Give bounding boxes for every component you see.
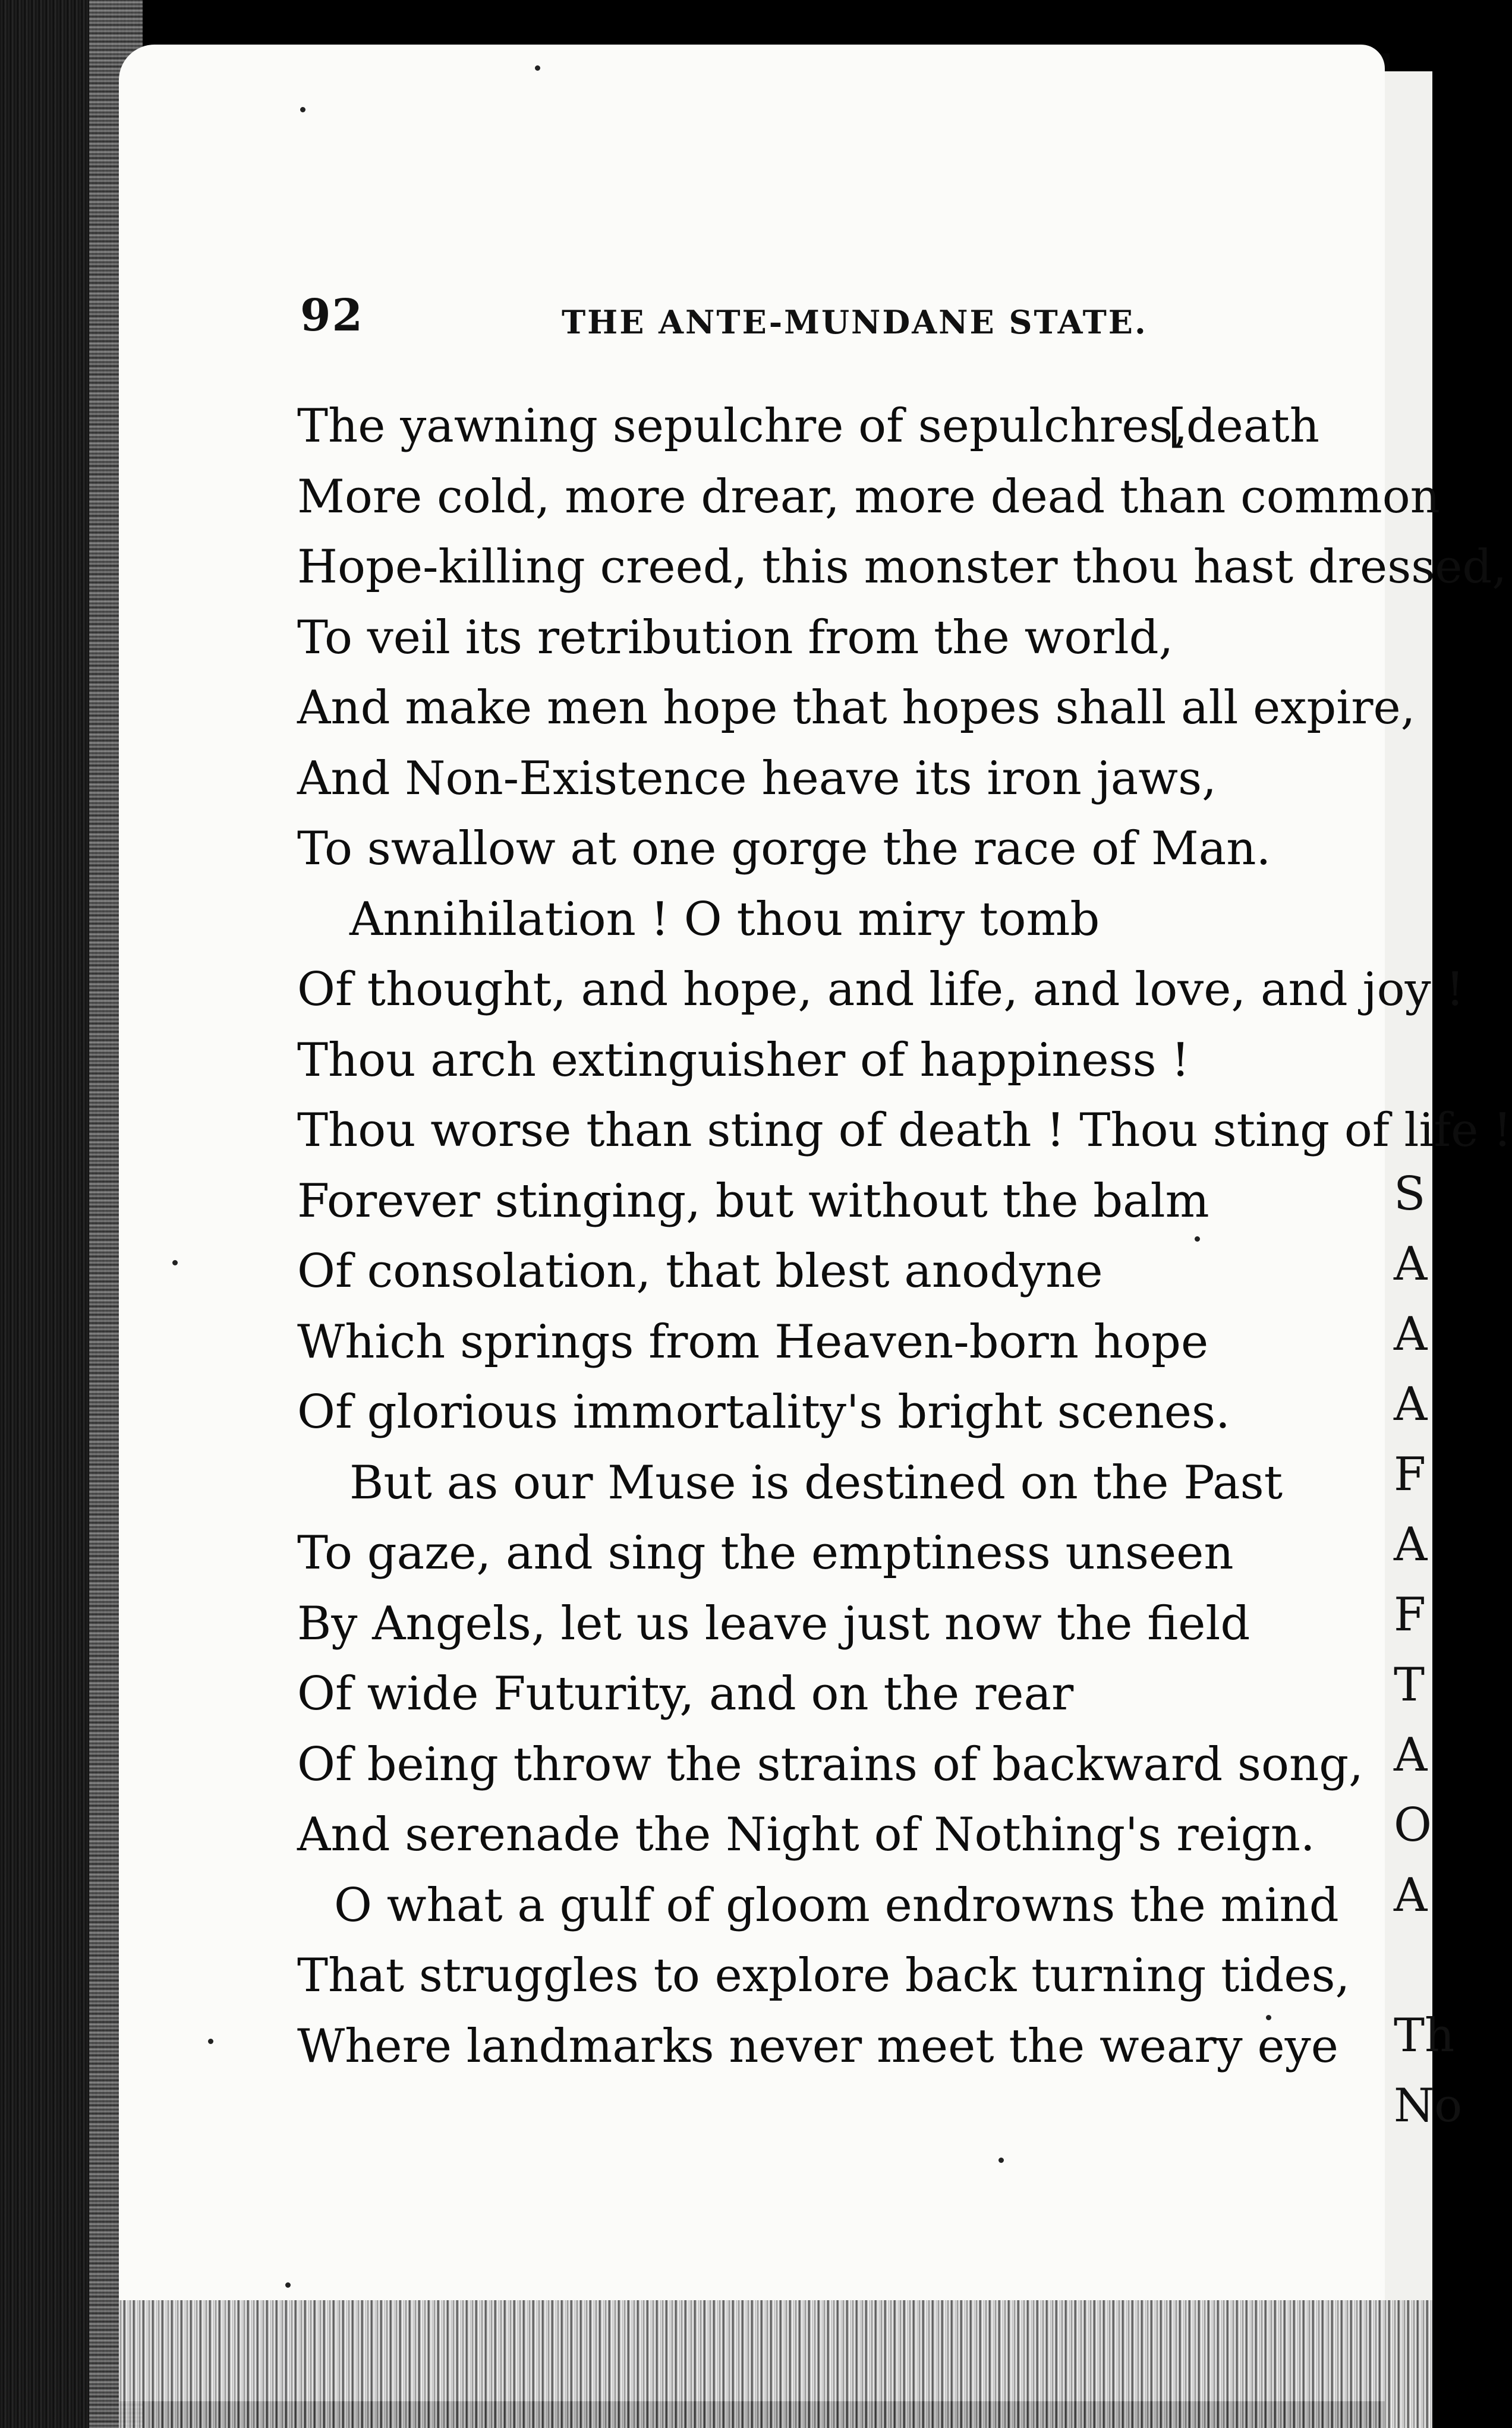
poem-line [297, 1025, 1385, 1096]
line-text: To veil its retribution from the world, [297, 610, 1174, 665]
poem-line [297, 391, 1385, 462]
poem-line [297, 1941, 1385, 2011]
fragment: A [1394, 1378, 1428, 1431]
poem-line [297, 1307, 1385, 1378]
line-text: And Non-Existence heave its iron jaws, [297, 751, 1217, 805]
fragment [1394, 1931, 1462, 2001]
line-text: And make men hope that hopes shall all expire, [297, 681, 1416, 735]
line-text: Of being throw the strains of backward song, [297, 1737, 1363, 1791]
poem-line [297, 1870, 1385, 1941]
fragment: No [1394, 2079, 1463, 2133]
poem-line [297, 1800, 1385, 1870]
line-text: To gaze, and sing the emptiness unseen [297, 1526, 1234, 1580]
fragment: A [1394, 1518, 1428, 1572]
line-text: But as our Muse is destined on the Past [349, 1456, 1283, 1510]
poem-line [297, 1448, 1385, 1519]
line-text: Hope-killing creed, this monster thou hast dressed, [297, 540, 1507, 594]
poem-line [297, 814, 1385, 884]
poem-line [297, 1518, 1385, 1589]
line-text: The yawning sepulchre of sepulchres, [297, 399, 1188, 453]
poem-line [297, 462, 1440, 533]
line-text: Of thought, and hope, and life, and love, and joy ! [297, 963, 1464, 1016]
line-text: To swallow at one gorge the race of Man. [297, 822, 1271, 876]
line-overflow-word: [death [1168, 399, 1319, 453]
line-text: Forever stinging, but without the balm [297, 1174, 1209, 1228]
fragment: F [1394, 1588, 1426, 1642]
page-number: 92 [300, 290, 364, 341]
poem-line [297, 1589, 1385, 1659]
poem-line [297, 1659, 1385, 1730]
poem-line [297, 2011, 1385, 2082]
fragment: F [1394, 1448, 1426, 1501]
poem-text [297, 391, 1512, 2081]
page-bottom-edge [119, 2300, 1432, 2428]
line-text: Which springs from Heaven-born hope [297, 1315, 1209, 1369]
fragment: A [1394, 1728, 1428, 1782]
running-title: THE ANTE-MUNDANE STATE. [562, 303, 1148, 341]
poem-line [297, 1166, 1385, 1237]
fragment: A [1394, 1237, 1428, 1291]
line-text: O what a gulf of gloom endrowns the mind [334, 1878, 1339, 1932]
line-text: Annihilation ! O thou miry tomb [349, 892, 1100, 946]
line-text: Of glorious immortality's bright scenes. [297, 1385, 1230, 1439]
fragment: S [1394, 1167, 1426, 1221]
fragment: A [1394, 1308, 1428, 1361]
poem-line [297, 1730, 1385, 1800]
poem-line [297, 532, 1507, 603]
line-text: Of consolation, that blest anodyne [297, 1245, 1103, 1298]
poem-line [297, 744, 1385, 814]
facing-page-fragments [1394, 1159, 1462, 2141]
line-text: Of wide Futurity, and on the rear [297, 1667, 1074, 1721]
poem-line [297, 673, 1416, 744]
poem-line [297, 1095, 1512, 1166]
poem-line [297, 955, 1464, 1025]
poem-line [297, 1236, 1385, 1307]
poem-line [297, 884, 1385, 955]
fragment: Th [1394, 2009, 1455, 2062]
line-text: By Angels, let us leave just now the field [297, 1596, 1250, 1651]
line-text: That struggles to explore back turning tides, [297, 1949, 1350, 2002]
fragment: O [1394, 1799, 1432, 1852]
line-text: More cold, more drear, more dead than common [297, 470, 1440, 524]
poem-line [297, 603, 1385, 673]
line-text: Thou worse than sting of death ! Thou sting of life ! [297, 1104, 1512, 1157]
line-text: And serenade the Night of Nothing's reign. [297, 1808, 1315, 1862]
fragment: T [1394, 1658, 1425, 1712]
fragment: A [1394, 1869, 1428, 1922]
poem-line [297, 1377, 1385, 1448]
line-text: Where landmarks never meet the weary eye [297, 2019, 1338, 2073]
line-text: Thou arch extinguisher of happiness ! [297, 1033, 1190, 1087]
